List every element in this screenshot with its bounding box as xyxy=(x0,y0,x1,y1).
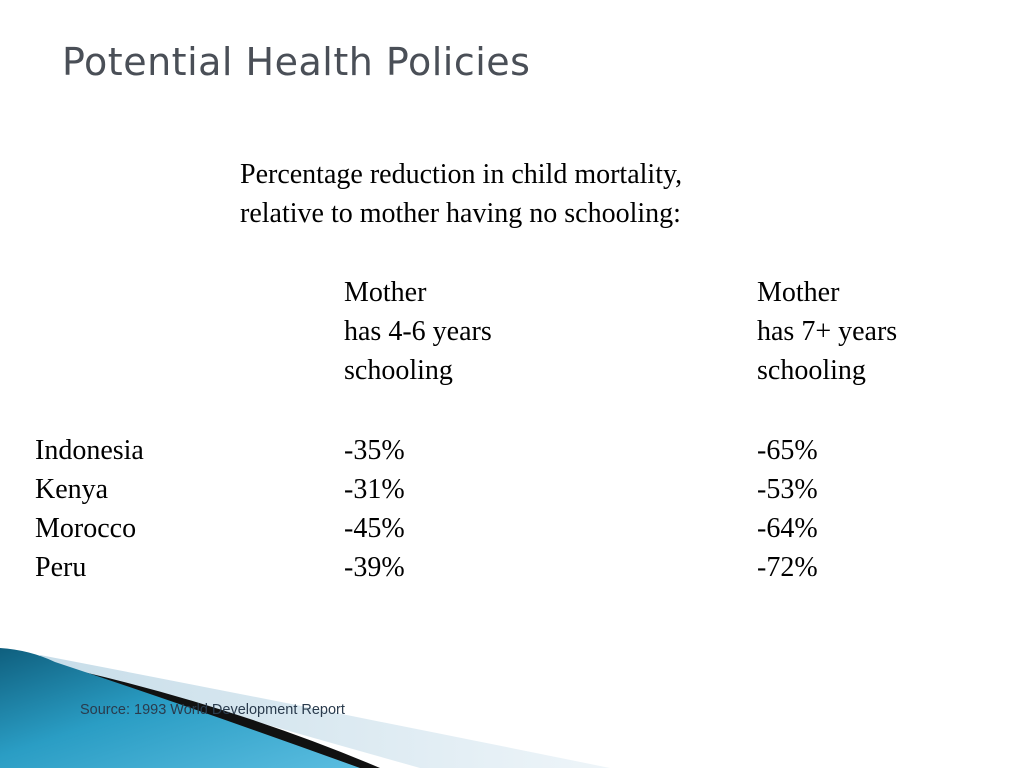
country-cell: Morocco xyxy=(35,513,137,544)
country-cell: Kenya xyxy=(35,474,109,505)
caption-line: relative to mother having no schooling: xyxy=(240,198,681,229)
source-note: Source: 1993 World Development Report xyxy=(80,702,345,718)
column-header-line: Mother xyxy=(757,277,840,308)
column-header-line: schooling xyxy=(344,355,453,386)
value-cell-7-plus-years: -65% xyxy=(757,435,818,466)
column-header-line: has 4-6 years xyxy=(344,316,492,347)
value-cell-7-plus-years: -64% xyxy=(757,513,818,544)
value-cell-4-6-years: -45% xyxy=(344,513,405,544)
value-cell-4-6-years: -39% xyxy=(344,552,405,583)
column-header-line: schooling xyxy=(757,355,866,386)
country-cell: Indonesia xyxy=(35,435,144,466)
column-header-line: has 7+ years xyxy=(757,316,898,347)
value-cell-4-6-years: -31% xyxy=(344,474,405,505)
country-cell: Peru xyxy=(35,552,87,583)
slide-title: Potential Health Policies xyxy=(62,40,531,84)
caption-line: Percentage reduction in child mortality, xyxy=(240,159,683,190)
value-cell-7-plus-years: -72% xyxy=(757,552,818,583)
value-cell-4-6-years: -35% xyxy=(344,435,405,466)
column-header-line: Mother xyxy=(344,277,427,308)
value-cell-7-plus-years: -53% xyxy=(757,474,818,505)
